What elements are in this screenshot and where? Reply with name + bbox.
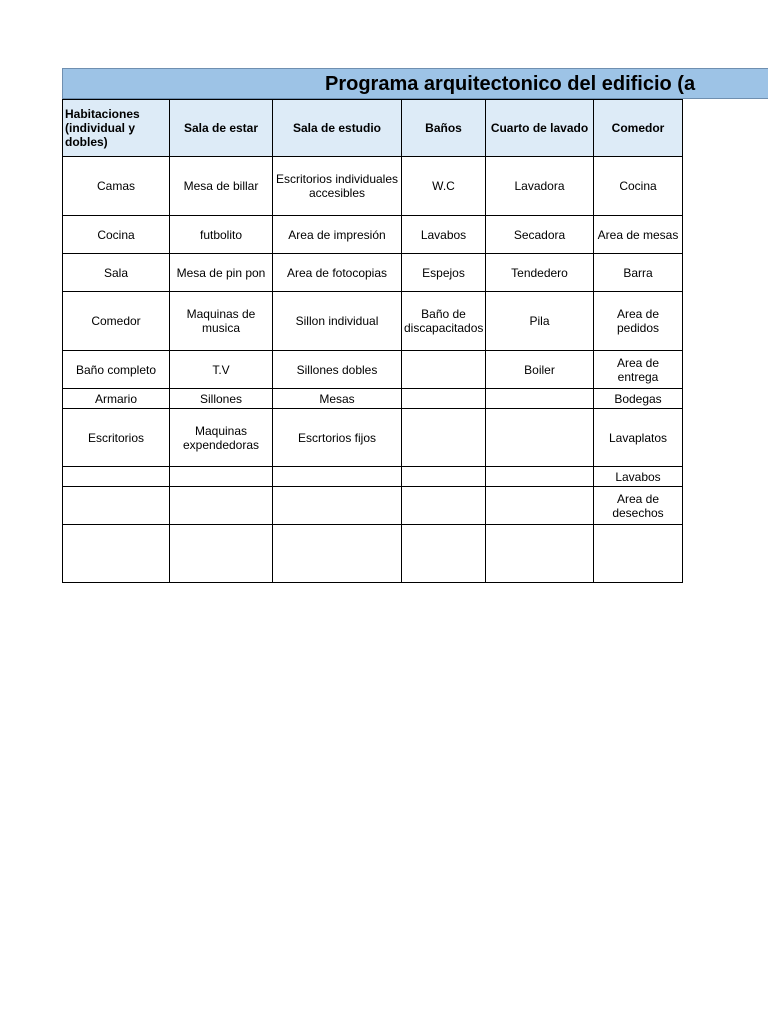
table-row — [63, 157, 683, 216]
table-row — [63, 467, 683, 487]
table-cell[interactable]: Barra — [594, 254, 683, 292]
table-cell[interactable]: Maquinas expendedoras — [170, 409, 273, 467]
table-cell[interactable]: Escritorios — [63, 409, 170, 467]
table-row — [63, 487, 683, 525]
table-row — [63, 351, 683, 389]
header-cell[interactable]: Comedor — [594, 100, 683, 157]
table-cell[interactable]: Sillones — [170, 389, 273, 409]
table-cell[interactable]: Area de entrega — [594, 351, 683, 389]
header-cell[interactable]: Cuarto de lavado — [486, 100, 594, 157]
table-cell[interactable]: Baño de discapacitados — [402, 292, 486, 351]
table-cell[interactable]: Bodegas — [594, 389, 683, 409]
table-cell[interactable]: T.V — [170, 351, 273, 389]
table-cell[interactable] — [486, 389, 594, 409]
table-row — [63, 525, 683, 583]
table-cell[interactable]: Area de impresión — [273, 216, 402, 254]
header-cell[interactable]: Habitaciones (individual y dobles) — [63, 100, 170, 157]
table-cell[interactable]: Lavadora — [486, 157, 594, 216]
header-cell[interactable]: Sala de estar — [170, 100, 273, 157]
program-table — [62, 99, 683, 583]
table-cell[interactable]: Tendedero — [486, 254, 594, 292]
table-cell[interactable] — [402, 467, 486, 487]
table-cell[interactable]: Sillones dobles — [273, 351, 402, 389]
table-cell[interactable]: Cocina — [594, 157, 683, 216]
table-cell[interactable] — [486, 409, 594, 467]
table-cell[interactable] — [594, 525, 683, 583]
table-cell[interactable] — [273, 525, 402, 583]
table-cell[interactable]: Maquinas de musica — [170, 292, 273, 351]
table-cell[interactable] — [170, 487, 273, 525]
table-row — [63, 409, 683, 467]
document-title: Programa arquitectonico del edificio (a — [325, 73, 696, 95]
table-row — [63, 389, 683, 409]
table-cell[interactable] — [170, 467, 273, 487]
table-cell[interactable]: Mesa de billar — [170, 157, 273, 216]
table-cell[interactable]: Escritorios individuales accesibles — [273, 157, 402, 216]
table-cell[interactable]: Lavaplatos — [594, 409, 683, 467]
table-cell[interactable]: futbolito — [170, 216, 273, 254]
table-cell[interactable] — [402, 487, 486, 525]
table-cell[interactable]: Comedor — [63, 292, 170, 351]
table-cell[interactable] — [63, 487, 170, 525]
header-row — [63, 100, 683, 157]
table-cell[interactable] — [486, 487, 594, 525]
table-cell[interactable]: Cocina — [63, 216, 170, 254]
table-cell[interactable]: Camas — [63, 157, 170, 216]
table-cell[interactable] — [486, 525, 594, 583]
table-cell[interactable] — [486, 467, 594, 487]
table-cell[interactable]: Area de fotocopias — [273, 254, 402, 292]
table-cell[interactable] — [170, 525, 273, 583]
table-cell[interactable]: Area de mesas — [594, 216, 683, 254]
table-cell[interactable]: Area de pedidos — [594, 292, 683, 351]
table-cell[interactable]: Secadora — [486, 216, 594, 254]
table-cell[interactable] — [63, 525, 170, 583]
header-cell[interactable]: Baños — [402, 100, 486, 157]
table-cell[interactable]: Espejos — [402, 254, 486, 292]
table-cell[interactable]: Pila — [486, 292, 594, 351]
table-cell[interactable] — [63, 467, 170, 487]
table-cell[interactable] — [402, 389, 486, 409]
table-cell[interactable] — [402, 351, 486, 389]
header-cell[interactable]: Sala de estudio — [273, 100, 402, 157]
table-cell[interactable]: Lavabos — [402, 216, 486, 254]
table-cell[interactable] — [402, 409, 486, 467]
table-cell[interactable]: Sillon individual — [273, 292, 402, 351]
title-bar — [62, 68, 768, 99]
table-cell[interactable]: Armario — [63, 389, 170, 409]
table-cell[interactable]: Boiler — [486, 351, 594, 389]
table-cell[interactable]: Baño completo — [63, 351, 170, 389]
table-cell[interactable]: Mesa de pin pon — [170, 254, 273, 292]
table-cell[interactable] — [273, 467, 402, 487]
table-row — [63, 254, 683, 292]
table-cell[interactable] — [273, 487, 402, 525]
table-cell[interactable]: Sala — [63, 254, 170, 292]
table-cell[interactable]: Escrtorios fijos — [273, 409, 402, 467]
table-row — [63, 216, 683, 254]
table-cell[interactable]: Mesas — [273, 389, 402, 409]
table-cell[interactable]: Area de desechos — [594, 487, 683, 525]
table-cell[interactable] — [402, 525, 486, 583]
table-cell[interactable]: W.C — [402, 157, 486, 216]
table-cell[interactable]: Lavabos — [594, 467, 683, 487]
table-row — [63, 292, 683, 351]
